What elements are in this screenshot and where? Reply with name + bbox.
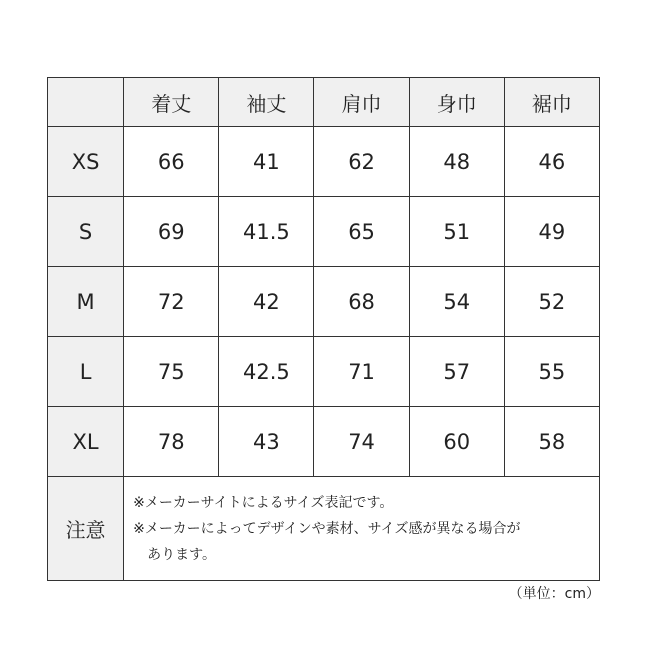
note-label: 注意 (48, 477, 124, 581)
header-shoulder-width: 肩巾 (314, 78, 409, 127)
table-cell: 75 (124, 337, 219, 407)
header-length: 着丈 (124, 78, 219, 127)
header-hem-width: 裾巾 (504, 78, 599, 127)
size-label-l: L (48, 337, 124, 407)
table-cell: 65 (314, 197, 409, 267)
table-cell: 69 (124, 197, 219, 267)
note-line: ※メーカーによってデザインや素材、サイズ感が異なる場合が (133, 520, 521, 537)
note-line: あります。 (147, 546, 217, 563)
table-cell: 62 (314, 127, 409, 197)
corner-cell (48, 78, 124, 127)
header-sleeve-length: 袖丈 (219, 78, 314, 127)
note-cell (124, 477, 600, 581)
table-cell: 41 (219, 127, 314, 197)
table-row (48, 337, 600, 407)
table-cell: 51 (409, 197, 504, 267)
size-label-s: S (48, 197, 124, 267)
table-row (48, 197, 600, 267)
table-row (48, 407, 600, 477)
table-cell: 68 (314, 267, 409, 337)
table-cell: 58 (504, 407, 599, 477)
table-cell: 54 (409, 267, 504, 337)
table-cell: 78 (124, 407, 219, 477)
table-cell: 46 (504, 127, 599, 197)
table-cell: 42 (219, 267, 314, 337)
table-row (48, 267, 600, 337)
size-chart-table (47, 77, 600, 581)
table-cell: 43 (219, 407, 314, 477)
note-line: ※メーカーサイトによるサイズ表記です。 (133, 494, 394, 511)
table-cell: 72 (124, 267, 219, 337)
table-cell: 74 (314, 407, 409, 477)
size-label-xl: XL (48, 407, 124, 477)
table-cell: 52 (504, 267, 599, 337)
table-cell: 55 (504, 337, 599, 407)
table-cell: 60 (409, 407, 504, 477)
table-cell: 41.5 (219, 197, 314, 267)
table-cell: 71 (314, 337, 409, 407)
size-label-m: M (48, 267, 124, 337)
table-cell: 48 (409, 127, 504, 197)
note-row (48, 477, 600, 581)
size-label-xs: XS (48, 127, 124, 197)
header-row (48, 78, 600, 127)
table-row (48, 127, 600, 197)
table-cell: 66 (124, 127, 219, 197)
table-cell: 57 (409, 337, 504, 407)
table-cell: 42.5 (219, 337, 314, 407)
unit-label: （単位：cm） (508, 586, 600, 602)
header-body-width: 身巾 (409, 78, 504, 127)
table-cell: 49 (504, 197, 599, 267)
